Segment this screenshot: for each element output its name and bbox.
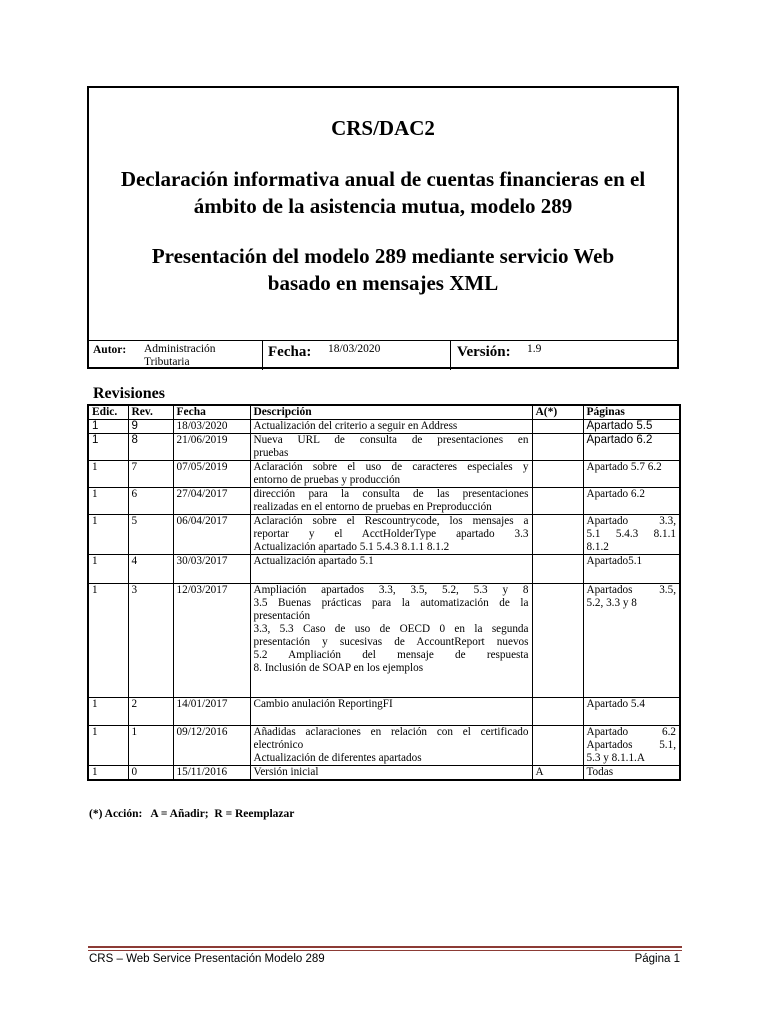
descripcion-line: pruebas — [253, 447, 289, 459]
table-row — [88, 434, 680, 461]
date-value: 18/03/2020 — [328, 343, 381, 355]
title-box — [87, 86, 679, 369]
cell-fecha: 14/01/2017 — [173, 698, 250, 726]
descripcion-line: Aclaración sobre el Rescountrycode, los mensajes a — [253, 515, 529, 527]
table-row — [88, 726, 680, 766]
footer-rule — [88, 946, 682, 948]
descripcion-line: Actualización de diferentes apartados — [253, 752, 422, 764]
author-value-line-1: Administración — [144, 343, 216, 355]
cell-edic: 1 — [88, 434, 128, 461]
cell-descripcion — [250, 766, 532, 781]
paginas-line: Apartado5.1 — [586, 555, 643, 567]
cell-rev: 2 — [128, 698, 173, 726]
cell-accion — [532, 555, 583, 584]
cell-accion — [532, 488, 583, 515]
cell-rev: 8 — [128, 434, 173, 461]
descripcion-line: 3.5 Buenas prácticas para la automatización de la — [253, 597, 529, 609]
column-header-accion: A(*) — [532, 405, 583, 420]
cell-paginas — [583, 515, 680, 555]
cell-paginas — [583, 420, 680, 434]
presentation-line-2: basado en mensajes XML — [267, 271, 499, 295]
cell-fecha: 06/04/2017 — [173, 515, 250, 555]
column-header-fecha: Fecha — [173, 405, 250, 420]
paginas-line: Apartados 5.1, — [586, 739, 676, 751]
author-label: Autor: — [93, 344, 127, 356]
paginas-line: 5.2, 3.3 y 8 — [586, 597, 637, 609]
descripcion-line: realizadas en el entorno de pruebas en Preproducción — [253, 501, 492, 513]
table-row — [88, 515, 680, 555]
document-subtitle — [99, 166, 667, 220]
cell-fecha: 15/11/2016 — [173, 766, 250, 781]
cell-descripcion — [250, 584, 532, 698]
descripcion-line: Actualización apartado 5.1 — [253, 555, 374, 567]
presentation-title — [99, 243, 667, 297]
paginas-line: Apartado 5.4 — [586, 698, 645, 710]
paginas-line: Apartado 5.5 — [586, 420, 653, 432]
cell-accion — [532, 515, 583, 555]
cell-accion — [532, 420, 583, 434]
cell-edic: 1 — [88, 420, 128, 434]
descripcion-line: electrónico — [253, 739, 304, 751]
cell-rev: 6 — [128, 488, 173, 515]
cell-paginas — [583, 698, 680, 726]
cell-accion: A — [532, 766, 583, 781]
cell-paginas — [583, 726, 680, 766]
table-row — [88, 698, 680, 726]
descripcion-line: 5.2 Ampliación del mensaje de respuesta — [253, 649, 529, 661]
author-value-line-2: Tributaria — [144, 356, 190, 368]
descripcion-line: Versión inicial — [253, 766, 319, 778]
paginas-line: Apartado 5.7 6.2 — [586, 461, 662, 473]
descripcion-line: Añadidas aclaraciones en relación con el certificado — [253, 726, 529, 738]
descripcion-line: 3.3, 5.3 Caso de uso de OECD 0 en la segunda — [253, 623, 529, 635]
cell-accion — [532, 726, 583, 766]
table-row — [88, 555, 680, 584]
cell-edic: 1 — [88, 555, 128, 584]
table-row — [88, 488, 680, 515]
cell-accion — [532, 434, 583, 461]
cell-edic: 1 — [88, 488, 128, 515]
paginas-line: Apartados 3.5, — [586, 584, 676, 596]
cell-rev: 5 — [128, 515, 173, 555]
footer-document-name: CRS – Web Service Presentación Modelo 289 — [89, 953, 325, 965]
descripcion-line: reportar y el AcctHolderType apartado 3.3 — [253, 528, 529, 540]
cell-edic: 1 — [88, 726, 128, 766]
cell-descripcion — [250, 698, 532, 726]
cell-descripcion — [250, 555, 532, 584]
subtitle-line-2: ámbito de la asistencia mutua, modelo 289 — [193, 194, 573, 218]
column-header-descripcion: Descripción — [250, 405, 532, 420]
descripcion-line: entorno de pruebas y producción — [253, 474, 401, 486]
descripcion-line: presentación y sucesivas de AccountReport nuevos — [253, 636, 529, 648]
cell-edic: 1 — [88, 584, 128, 698]
cell-descripcion — [250, 488, 532, 515]
paginas-line: Todas — [586, 766, 614, 778]
cell-paginas — [583, 766, 680, 781]
descripcion-line: Actualización apartado 5.1 5.4.3 8.1.1 8.1.2 — [253, 541, 450, 553]
cell-descripcion — [250, 420, 532, 434]
cell-edic: 1 — [88, 698, 128, 726]
column-header-rev: Rev. — [128, 405, 173, 420]
descripcion-line: dirección para la consulta de las presentaciones — [253, 488, 529, 500]
cell-rev: 7 — [128, 461, 173, 488]
cell-fecha: 12/03/2017 — [173, 584, 250, 698]
meta-row — [89, 340, 677, 370]
cell-rev: 0 — [128, 766, 173, 781]
descripcion-line: 8. Inclusión de SOAP en los ejemplos — [253, 662, 424, 674]
cell-paginas — [583, 555, 680, 584]
descripcion-line: Cambio anulación ReportingFI — [253, 698, 393, 710]
cell-paginas — [583, 461, 680, 488]
table-row — [88, 420, 680, 434]
revisions-heading: Revisiones — [93, 385, 165, 402]
paginas-line: 5.3 y 8.1.1.A — [586, 752, 645, 764]
descripcion-line: Ampliación apartados 3.3, 3.5, 5.2, 5.3 y 8 — [253, 584, 529, 596]
revisions-body — [88, 420, 680, 781]
action-legend: (*) Acción: A = Añadir; R = Reemplazar — [89, 808, 295, 820]
paginas-line: 5.1 5.4.3 8.1.1 — [586, 528, 676, 540]
presentation-line-1: Presentación del modelo 289 mediante servicio Web — [151, 244, 615, 268]
cell-edic: 1 — [88, 766, 128, 781]
revisions-table — [87, 404, 681, 781]
cell-rev: 9 — [128, 420, 173, 434]
cell-fecha: 07/05/2019 — [173, 461, 250, 488]
cell-descripcion — [250, 726, 532, 766]
cell-fecha: 30/03/2017 — [173, 555, 250, 584]
cell-rev: 4 — [128, 555, 173, 584]
author-cell — [89, 341, 263, 370]
cell-paginas — [583, 434, 680, 461]
paginas-line: Apartado 6.2 — [586, 434, 653, 446]
version-cell — [451, 341, 677, 370]
cell-accion — [532, 698, 583, 726]
table-row — [88, 461, 680, 488]
cell-descripcion — [250, 461, 532, 488]
paginas-line: 8.1.2 — [586, 541, 609, 553]
descripcion-line: Actualización del criterio a seguir en Address — [253, 420, 458, 432]
cell-fecha: 21/06/2019 — [173, 434, 250, 461]
date-cell — [263, 341, 451, 370]
cell-fecha: 18/03/2020 — [173, 420, 250, 434]
author-value — [144, 343, 216, 369]
column-header-paginas: Páginas — [583, 405, 680, 420]
cell-paginas — [583, 584, 680, 698]
cell-paginas — [583, 488, 680, 515]
table-row — [88, 584, 680, 698]
footer-page-number: Página 1 — [634, 953, 680, 965]
paginas-line: Apartado 6.2 — [586, 488, 645, 500]
cell-fecha: 09/12/2016 — [173, 726, 250, 766]
table-header-row — [88, 405, 680, 420]
column-header-edic: Edic. — [88, 405, 128, 420]
footer-rule-thin — [88, 950, 682, 951]
version-label: Versión: — [457, 344, 511, 360]
table-row — [88, 766, 680, 781]
cell-edic: 1 — [88, 461, 128, 488]
cell-descripcion — [250, 434, 532, 461]
date-label: Fecha: — [268, 344, 312, 360]
descripcion-line: presentación — [253, 610, 311, 622]
cell-rev: 1 — [128, 726, 173, 766]
cell-accion — [532, 461, 583, 488]
cell-rev: 3 — [128, 584, 173, 698]
paginas-line: Apartado 3.3, — [586, 515, 676, 527]
descripcion-line: Nueva URL de consulta de presentaciones en — [253, 434, 529, 446]
document-title: CRS/DAC2 — [331, 116, 435, 140]
descripcion-line: Aclaración sobre el uso de caracteres especiales y — [253, 461, 529, 473]
cell-accion — [532, 584, 583, 698]
paginas-line: Apartado 6.2 — [586, 726, 676, 738]
cell-descripcion — [250, 515, 532, 555]
cell-fecha: 27/04/2017 — [173, 488, 250, 515]
subtitle-line-1: Declaración informativa anual de cuentas financieras en el — [120, 167, 646, 191]
cell-edic: 1 — [88, 515, 128, 555]
version-value: 1.9 — [527, 343, 542, 355]
